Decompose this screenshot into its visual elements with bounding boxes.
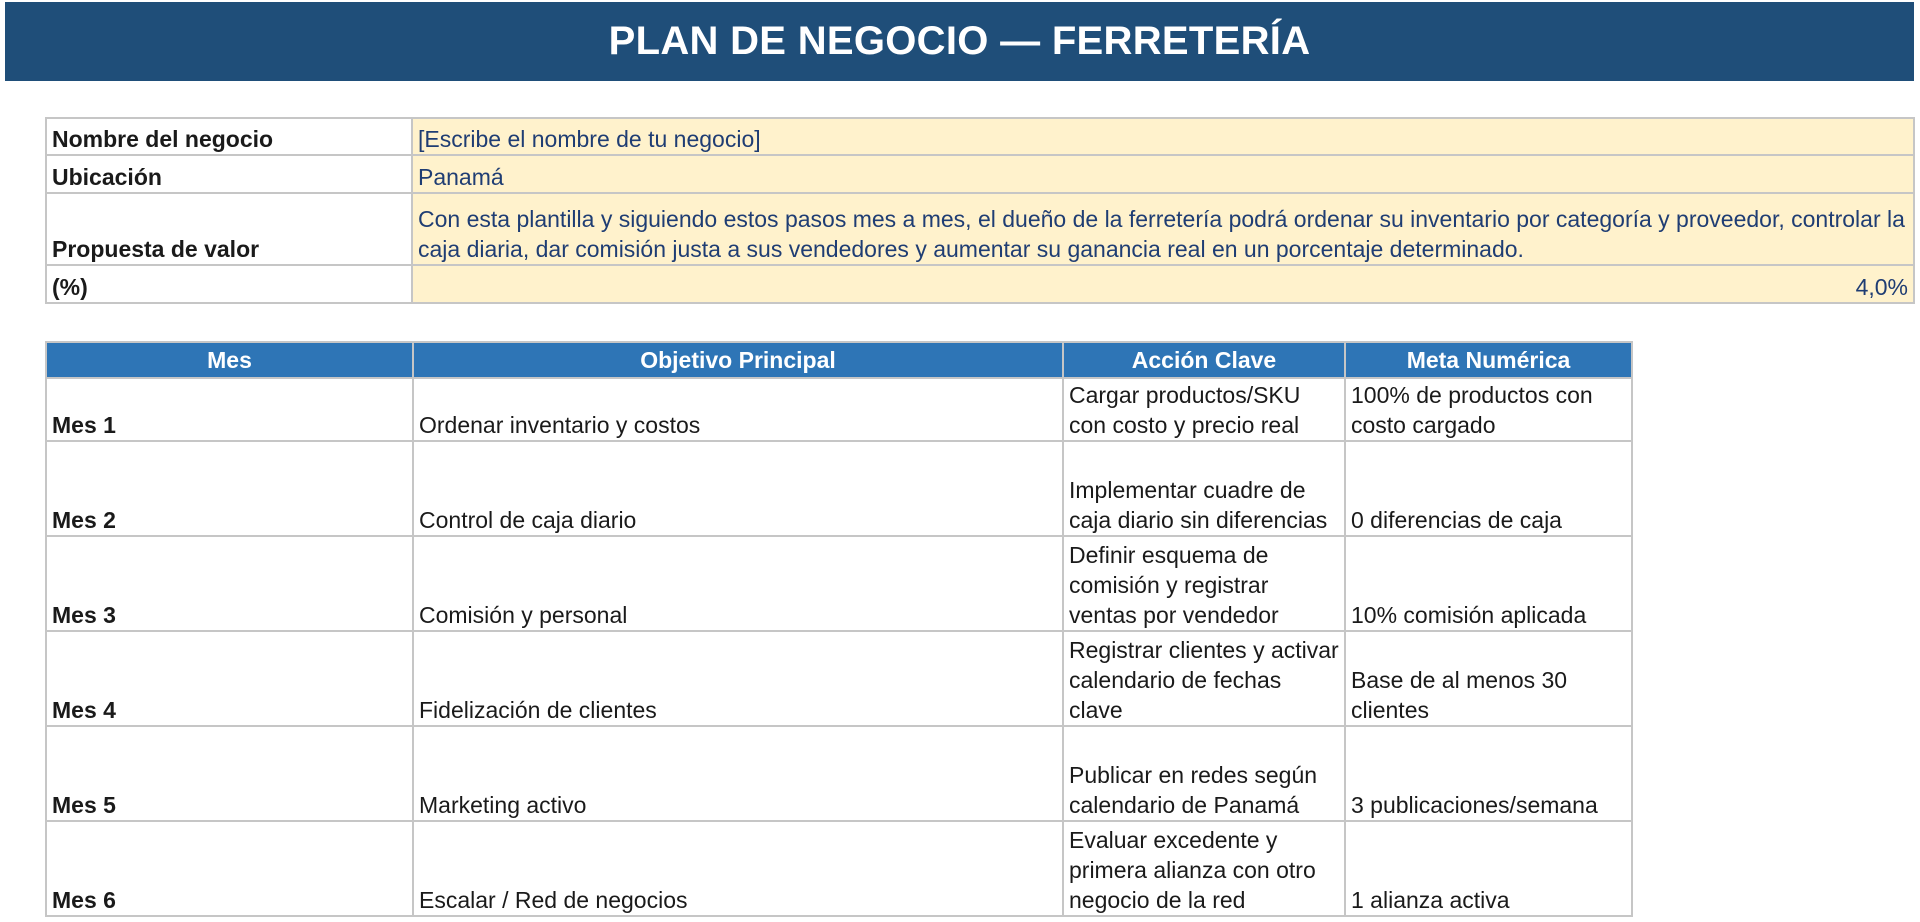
cell-accion[interactable]: Registrar clientes y activar calendario de fechas clave: [1063, 631, 1345, 726]
cell-mes[interactable]: Mes 1: [46, 378, 413, 441]
cell-meta[interactable]: 1 alianza activa: [1345, 821, 1632, 916]
info-row-nombre: [46, 118, 1914, 155]
info-value-porcentaje[interactable]: 4,0%: [412, 265, 1914, 303]
business-info-table: [45, 117, 1915, 304]
table-row: [46, 821, 1632, 916]
table-row: [46, 441, 1632, 536]
cell-objetivo[interactable]: Marketing activo: [413, 726, 1063, 821]
info-row-propuesta: [46, 193, 1914, 265]
cell-objetivo[interactable]: Escalar / Red de negocios: [413, 821, 1063, 916]
table-row: [46, 536, 1632, 631]
cell-mes[interactable]: Mes 3: [46, 536, 413, 631]
cell-mes[interactable]: Mes 6: [46, 821, 413, 916]
info-row-porcentaje: [46, 265, 1914, 303]
cell-meta[interactable]: 0 diferencias de caja: [1345, 441, 1632, 536]
plan-header-objetivo[interactable]: Objetivo Principal: [413, 342, 1063, 378]
info-value-propuesta[interactable]: Con esta plantilla y siguiendo estos pasos mes a mes, el dueño de la ferretería podrá ordenar su inventario por categoría y proveedor, controlar la caja diaria, dar comisión justa a sus vendedores y aumentar su ganancia real en un porcentaje determinado.: [412, 193, 1914, 265]
cell-meta[interactable]: Base de al menos 30 clientes: [1345, 631, 1632, 726]
info-value-ubicacion[interactable]: Panamá: [412, 155, 1914, 193]
info-label-porcentaje[interactable]: (%): [46, 265, 412, 303]
plan-header-meta[interactable]: Meta Numérica: [1345, 342, 1632, 378]
info-label-ubicacion[interactable]: Ubicación: [46, 155, 412, 193]
cell-objetivo[interactable]: Ordenar inventario y costos: [413, 378, 1063, 441]
table-row: [46, 726, 1632, 821]
plan-header-mes[interactable]: Mes: [46, 342, 413, 378]
cell-mes[interactable]: Mes 2: [46, 441, 413, 536]
plan-header-row: [46, 342, 1632, 378]
monthly-plan-table: [45, 341, 1633, 917]
plan-header-accion[interactable]: Acción Clave: [1063, 342, 1345, 378]
cell-accion[interactable]: Definir esquema de comisión y registrar ventas por vendedor: [1063, 536, 1345, 631]
cell-mes[interactable]: Mes 5: [46, 726, 413, 821]
info-value-nombre[interactable]: [Escribe el nombre de tu negocio]: [412, 118, 1914, 155]
table-row: [46, 378, 1632, 441]
info-row-ubicacion: [46, 155, 1914, 193]
cell-mes[interactable]: Mes 4: [46, 631, 413, 726]
cell-accion[interactable]: Implementar cuadre de caja diario sin diferencias: [1063, 441, 1345, 536]
cell-meta[interactable]: 3 publicaciones/semana: [1345, 726, 1632, 821]
cell-meta[interactable]: 100% de productos con costo cargado: [1345, 378, 1632, 441]
info-label-nombre[interactable]: Nombre del negocio: [46, 118, 412, 155]
cell-meta[interactable]: 10% comisión aplicada: [1345, 536, 1632, 631]
page-title: PLAN DE NEGOCIO — FERRETERÍA: [5, 2, 1914, 81]
cell-objetivo[interactable]: Control de caja diario: [413, 441, 1063, 536]
info-label-propuesta[interactable]: Propuesta de valor: [46, 193, 412, 265]
cell-accion[interactable]: Publicar en redes según calendario de Panamá: [1063, 726, 1345, 821]
table-row: [46, 631, 1632, 726]
cell-accion[interactable]: Cargar productos/SKU con costo y precio real: [1063, 378, 1345, 441]
cell-objetivo[interactable]: Comisión y personal: [413, 536, 1063, 631]
cell-objetivo[interactable]: Fidelización de clientes: [413, 631, 1063, 726]
cell-accion[interactable]: Evaluar excedente y primera alianza con otro negocio de la red: [1063, 821, 1345, 916]
